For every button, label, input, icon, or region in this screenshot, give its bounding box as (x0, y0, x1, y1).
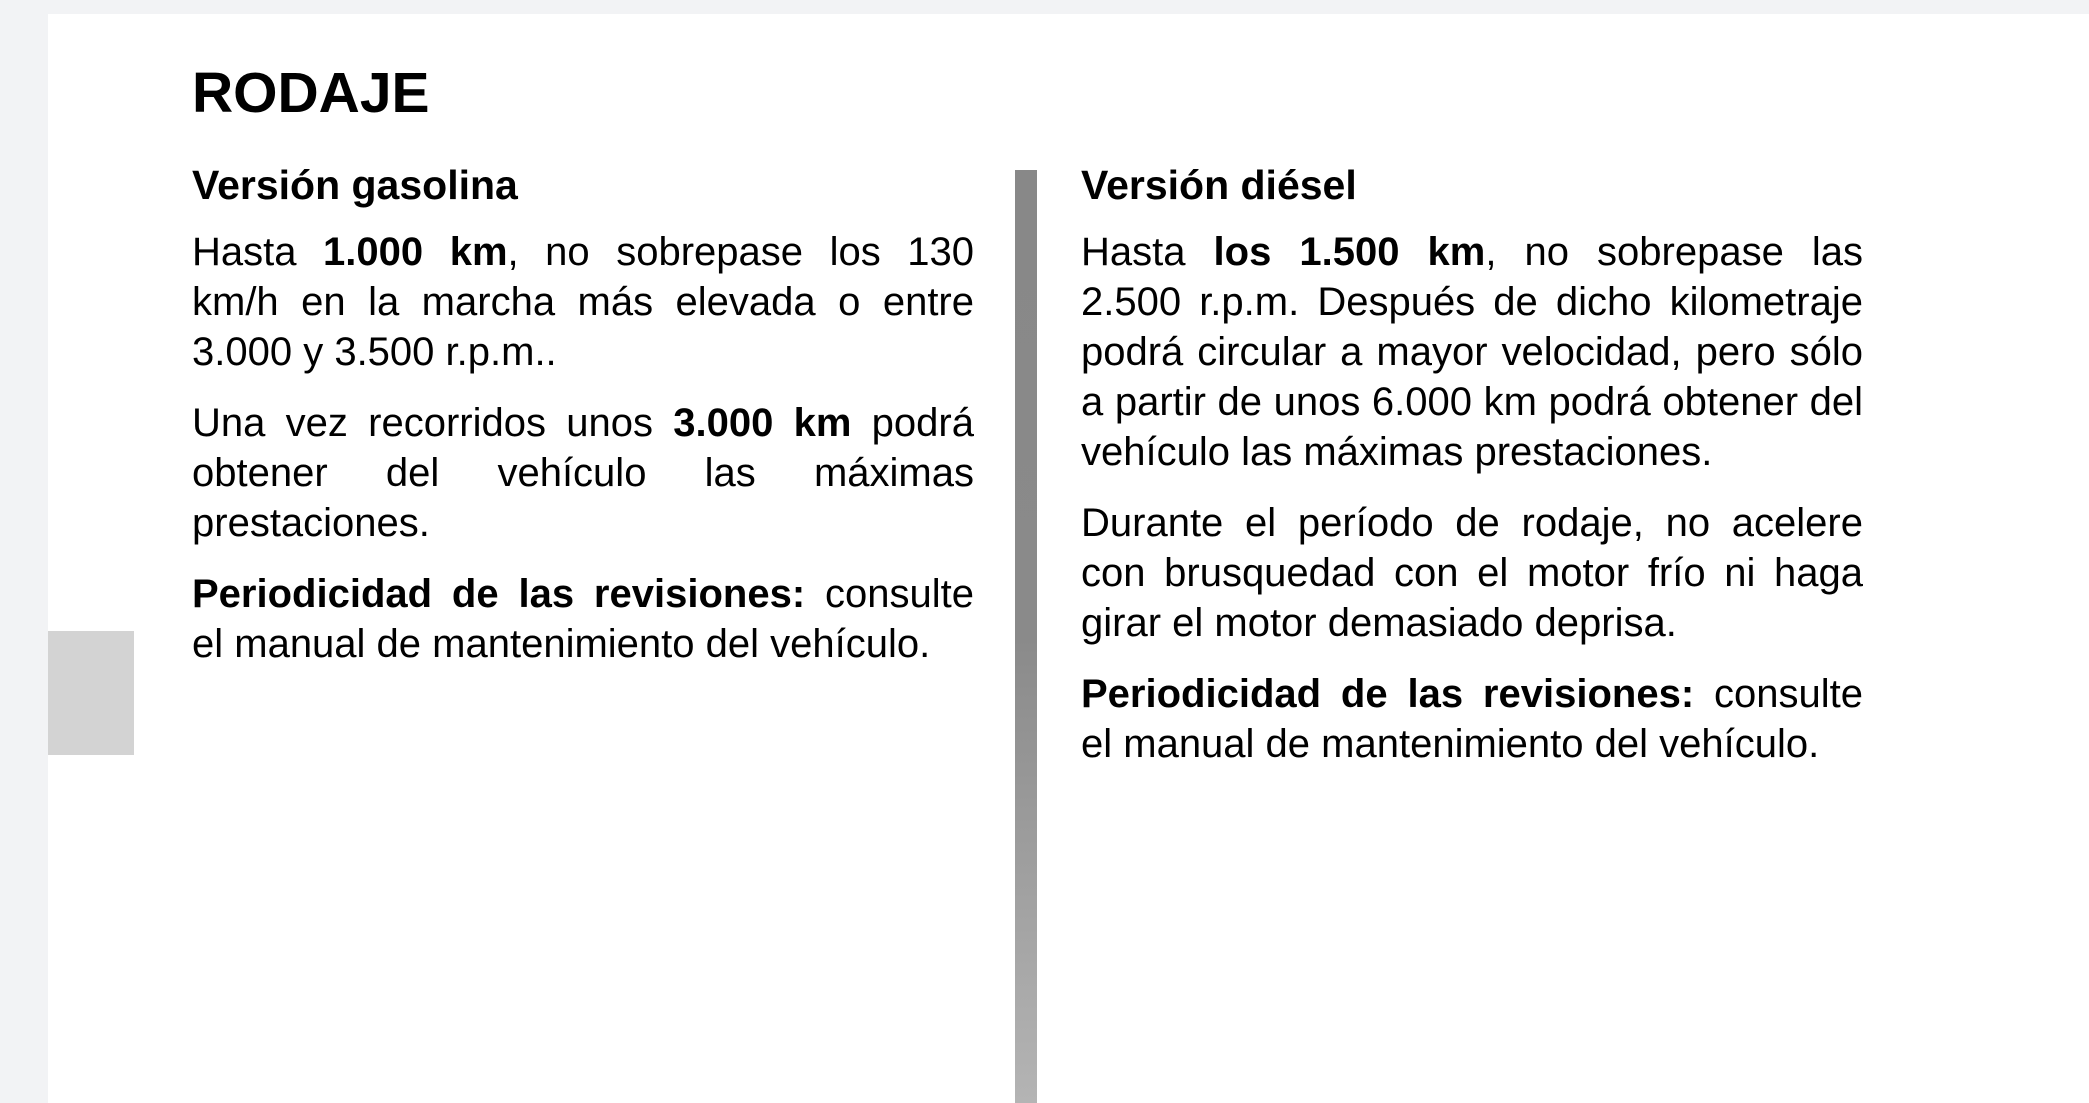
page-title: RODAJE (192, 61, 430, 125)
diesel-column (1081, 160, 1863, 790)
diesel-heading: Versión diésel (1081, 162, 1357, 208)
diesel-paragraph-1: Hasta los 1.500 km, no sobrepase las 2.500 r.p.m. Después de dicho kilometraje podrá circular a mayor velocidad, pero sólo a partir de unos 6.000 km podrá obtener del vehículo las máximas prestaciones. (1081, 230, 1864, 474)
diesel-paragraph-3: Periodicidad de las revisiones: consulte el manual de mantenimiento del vehículo. (1081, 672, 1863, 766)
gasoline-paragraph-2: Una vez recorridos unos 3.000 km podrá obtener del vehículo las máximas prestaciones. (192, 401, 974, 545)
gasoline-paragraph-3: Periodicidad de las revisiones: consulte el manual de mantenimiento del vehículo. (192, 572, 974, 666)
gasoline-column (192, 160, 974, 690)
gasoline-heading: Versión gasolina (192, 162, 518, 208)
diesel-paragraph-2: Durante el período de rodaje, no acelere con brusquedad con el motor frío ni haga girar el motor demasiado deprisa. (1081, 501, 1863, 645)
section-tab-marker (48, 631, 134, 755)
gasoline-paragraph-1: Hasta 1.000 km, no sobrepase los 130 km/h en la marcha más elevada o entre 3.000 y 3.500 r.p.m.. (192, 230, 974, 374)
column-divider (1015, 170, 1037, 1103)
